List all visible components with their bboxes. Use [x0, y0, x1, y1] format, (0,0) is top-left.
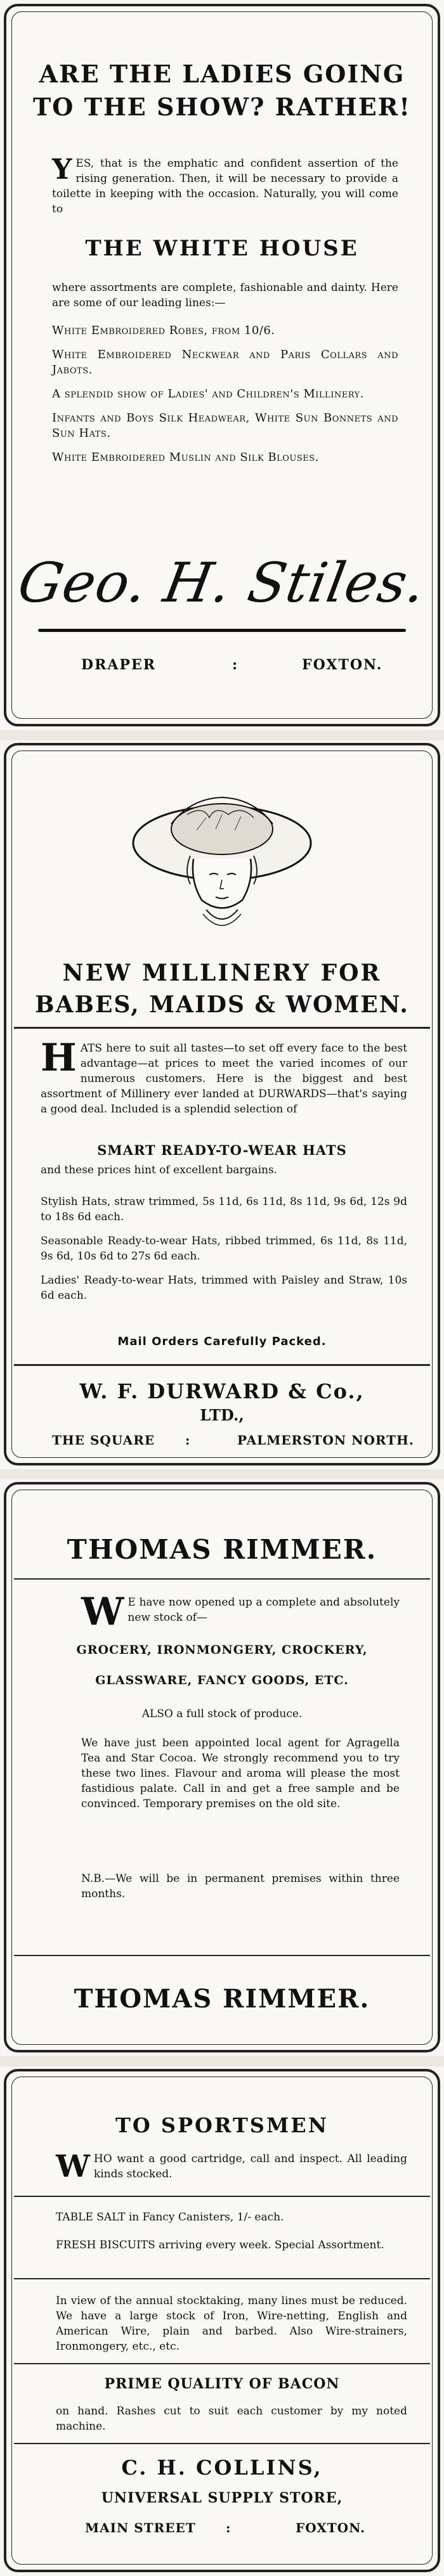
column-gap	[0, 1469, 444, 1479]
ad2-address-left: THE SQUARE	[52, 1433, 155, 1448]
ad4-bacon-sub: on hand. Rashes cut to suit each customer by my noted machine.	[56, 2405, 407, 2433]
ad4-biscuits: FRESH BISCUITS arriving every week. Special Assortment.	[56, 2239, 384, 2251]
lady-in-hat-illustration	[127, 780, 317, 938]
ad3-nb: N.B.—We will be in permanent premises within three months.	[81, 1872, 400, 1900]
ad2-price-list	[41, 1194, 407, 1312]
ad3-intro-text: E have now opened up a complete and absolutely new stock of—	[127, 1596, 400, 1624]
ad4-street: MAIN STREET	[85, 2520, 196, 2535]
ad4-intro-paragraph	[56, 2151, 407, 2182]
ad1-trade: DRAPER	[81, 657, 157, 673]
ad3-also: ALSO a full stock of produce.	[141, 1708, 303, 1720]
ad4-store-name: UNIVERSAL SUPPLY STORE,	[101, 2490, 343, 2506]
ad1-colon: :	[232, 657, 238, 673]
ad3-agent-paragraph: We have just been appointed local agent for Agragella Tea and Star Cocoa. We strongly recommend you to try these two lines. Flavour and aroma will please the most fastidious palate. Call in and get a free sample and be convinced. Temporary premises on the old site.	[81, 1737, 400, 1810]
ad1-headline-line1: ARE THE LADIES GOING	[39, 60, 405, 88]
ad4-salt: TABLE SALT in Fancy Canisters, 1/- each.	[56, 2211, 284, 2224]
ad2-price-item: Stylish Hats, straw trimmed, 5s 11d, 6s 11d, 8s 11d, 9s 6d, 12s 9d to 18s 6d each.	[41, 1195, 407, 1223]
ad4-intro-dropcap: W	[56, 2149, 90, 2184]
ad4-headline: TO SPORTSMEN	[115, 2113, 329, 2137]
ad4-town: FOXTON.	[296, 2520, 366, 2535]
ad2-intro-text: ATS here to suit all tastes—to set off every face to the best advantage—at prices to meet the varied incomes of our numerous customers. Here is the biggest and best assortment of Millinery ever landed at DURWARDS—that's saying a good deal. Included is a splendid selection of	[41, 1042, 407, 1116]
column-gap	[0, 730, 444, 740]
ad1-intro-text: ES, that is the emphatic and confident assertion of the rising generation. Then, it will be necessary to provide a toilette in keeping with the occasion. Naturally, you will come to	[52, 157, 398, 216]
ad1-line-item: Infants and Boys Silk Headwear, White Sun Bonnets and Sun Hats.	[52, 411, 398, 440]
ad3-intro-paragraph	[81, 1590, 400, 1634]
ad1-line-item: White Embroidered Neckwear and Paris Collars and Jabots.	[52, 348, 398, 377]
ad1-store-name: THE WHITE HOUSE	[85, 236, 359, 261]
column-gap	[0, 2056, 444, 2066]
ad2-headline-line1: NEW MILLINERY FOR	[62, 960, 382, 986]
ad2-headline-line2: BABES, MAIDS & WOMEN.	[35, 991, 409, 1018]
ad2-firm-ltd: LTD.,	[200, 1406, 244, 1424]
ad2-intro-paragraph	[41, 1036, 407, 1117]
ad1-signature: Geo. H. Stiles.	[13, 551, 431, 615]
ad4-colon: :	[226, 2520, 231, 2535]
ad1-line-item: A splendid show of Ladies' and Children's Millinery.	[52, 387, 364, 401]
ad2-feature-sub: and these prices hint of excellent bargains.	[41, 1164, 278, 1176]
thomas-rimmer-advertisement	[4, 1482, 440, 2052]
ad3-name-bottom: THOMAS RIMMER.	[74, 1984, 370, 2014]
ad3-name-top: THOMAS RIMMER.	[67, 1534, 377, 1565]
ad4-firm-name: C. H. COLLINS,	[121, 2456, 323, 2480]
ad2-address-colon: :	[185, 1433, 190, 1448]
ad1-line-item: White Embroidered Robes, from 10/6.	[52, 324, 275, 337]
ad3-stock-line2: GLASSWARE, FANCY GOODS, ETC.	[95, 1673, 349, 1687]
collins-supply-store-advertisement	[4, 2069, 440, 2572]
ad2-feature: SMART READY-TO-WEAR HATS	[97, 1142, 347, 1158]
ad1-line-item: White Embroidered Muslin and Silk Blouses.	[52, 451, 319, 464]
ad2-price-item: Seasonable Ready-to-wear Hats, ribbed trimmed, 6s 11d, 8s 11d, 9s 6d, 10s 6d to 27s 6d each.	[41, 1235, 407, 1263]
ad4-bacon: PRIME QUALITY OF BACON	[104, 2376, 340, 2392]
ad1-lines-list	[52, 323, 398, 474]
ad1-intro-paragraph	[52, 153, 398, 217]
ad2-mail-orders: Mail Orders Carefully Packed.	[117, 1335, 327, 1348]
white-house-advertisement	[4, 4, 440, 726]
ad2-intro-dropcap: H	[41, 1036, 77, 1080]
ad1-where-text: where assortments are complete, fashionable and dainty. Here are some of our leading lines:—	[52, 281, 398, 309]
ad4-intro-text: HO want a good cartridge, call and inspect. All leading kinds stocked.	[93, 2153, 407, 2180]
durward-millinery-advertisement	[4, 743, 440, 1465]
ad1-headline-line2: TO THE SHOW? RATHER!	[33, 93, 411, 121]
ad4-stocktaking: In view of the annual stocktaking, many lines must be reduced. We have a large stock of Iron, Wire-netting, English and American Wire, plain and barbed. Also Wire-strainers, Ironmongery, etc., etc.	[56, 2295, 407, 2353]
ad1-signature-underline	[38, 629, 406, 632]
ad2-address-right: PALMERSTON NORTH.	[237, 1433, 414, 1448]
ad2-firm-name: W. F. DURWARD & Co.,	[79, 1379, 365, 1403]
ad3-intro-dropcap: W	[81, 1590, 124, 1634]
ad1-town: FOXTON.	[302, 657, 383, 673]
ad3-stock-line1: GROCERY, IRONMONGERY, CROCKERY,	[76, 1643, 368, 1657]
ad1-intro-dropcap: Y	[52, 153, 72, 186]
ad2-price-item: Ladies' Ready-to-wear Hats, trimmed with Paisley and Straw, 10s 6d each.	[41, 1274, 407, 1302]
